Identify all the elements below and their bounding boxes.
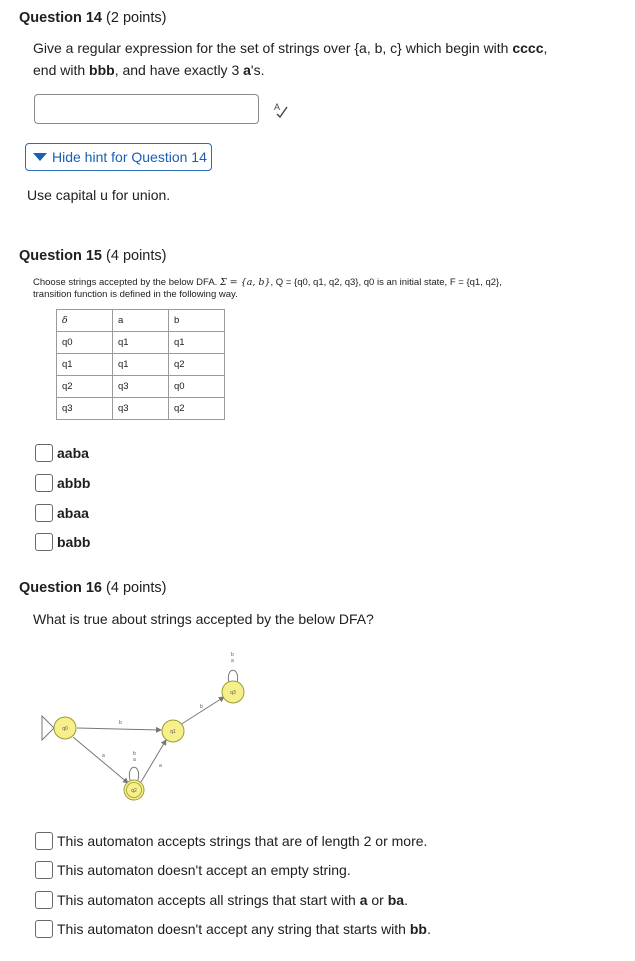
q16-option-3[interactable]: This automaton accepts all strings that start with a or ba. [35, 891, 408, 909]
checkbox[interactable] [35, 891, 53, 909]
question-15-title: Question 15 (4 points) [19, 248, 167, 264]
label-q2-q1: a [159, 763, 162, 769]
checkbox[interactable] [35, 504, 53, 522]
edge-q0-q2 [73, 737, 128, 783]
q16-option-2[interactable]: This automaton doesn't accept an empty string. [35, 861, 351, 879]
label-q2-loop-a: a [133, 757, 136, 763]
state-q3 [222, 681, 244, 703]
hide-hint-button[interactable]: Hide hint for Question 14 [25, 143, 212, 171]
question-14-prompt: Give a regular expression for the set of strings over {a, b, c} which begin with cccc, end with bbb, and have exactly 3 a's. [33, 40, 548, 78]
q16-option-4[interactable]: This automaton doesn't accept any string that starts with bb. [35, 920, 431, 938]
hint-text: Use capital u for union. [27, 187, 171, 203]
question-16-prompt: What is true about strings accepted by the below DFA? [33, 611, 374, 627]
checkbox[interactable] [35, 861, 53, 879]
question-14-title: Question 14 (2 points) [19, 10, 167, 26]
spellcheck-icon[interactable] [272, 101, 290, 119]
checkbox[interactable] [35, 832, 53, 850]
start-arrow-icon [42, 716, 54, 740]
table-header-row: δ a b [57, 310, 225, 332]
svg-text:q3: q3 [230, 690, 236, 696]
edge-q0-q1 [77, 728, 161, 730]
checkbox[interactable] [35, 920, 53, 938]
svg-text:q1: q1 [170, 729, 176, 735]
option-abaa[interactable]: abaa [35, 504, 89, 522]
caret-down-icon [33, 153, 47, 161]
label-q2-loop-b: b [133, 751, 136, 757]
option-aaba[interactable]: aaba [35, 444, 89, 462]
label-q3-loop-b: b [231, 652, 234, 658]
label-q3-loop-a: a [231, 658, 234, 664]
table-row: q0 q1 q1 [57, 332, 225, 354]
svg-text:A: A [274, 102, 281, 112]
svg-text:q0: q0 [62, 726, 68, 732]
label-q1-q3: b [200, 704, 203, 710]
question-15-prompt: Choose strings accepted by the below DFA. Σ = {a, b}, Q = {q0, q1, q2, q3}, q0 is an initial state, F = {q1, q2}, transition function is defined in the following way. [33, 277, 502, 300]
checkbox[interactable] [35, 474, 53, 492]
dfa-diagram [40, 645, 270, 805]
transition-table [56, 309, 225, 420]
loop-q2 [129, 767, 138, 780]
table-row: q2 q3 q0 [57, 376, 225, 398]
edge-q2-q1 [141, 740, 166, 782]
state-q2 [124, 780, 144, 800]
question-14-answer-input[interactable] [34, 94, 259, 124]
edge-q1-q3 [180, 697, 224, 725]
svg-text:q2: q2 [131, 788, 137, 794]
option-abbb[interactable]: abbb [35, 474, 90, 492]
label-q0-q2: a [102, 753, 105, 759]
state-q1 [162, 720, 184, 742]
table-row: q1 q1 q2 [57, 354, 225, 376]
table-row: q3 q3 q2 [57, 398, 225, 420]
label-q0-q1: b [119, 720, 122, 726]
checkbox[interactable] [35, 444, 53, 462]
question-16-title: Question 16 (4 points) [19, 580, 167, 596]
option-babb[interactable]: babb [35, 533, 90, 551]
checkbox[interactable] [35, 533, 53, 551]
q16-option-1[interactable]: This automaton accepts strings that are of length 2 or more. [35, 832, 427, 850]
state-q0 [54, 717, 76, 739]
